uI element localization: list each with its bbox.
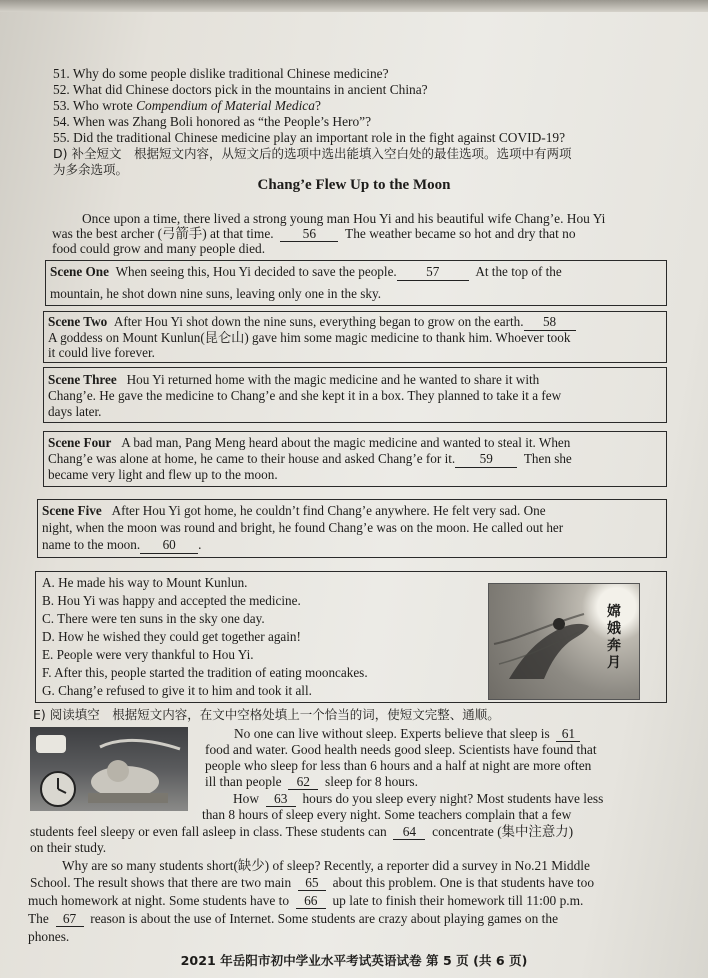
passage-p3-line-4 <box>28 911 558 927</box>
blank-67: 67 <box>56 911 84 927</box>
scene-three-line-1 <box>48 372 662 388</box>
passage-p3-line-5: phones. <box>28 929 70 944</box>
scene-five-text-b: . <box>198 537 202 552</box>
blank-64: 64 <box>393 824 425 840</box>
option-e: E. People were very thankful to Hou Yi. <box>42 647 254 662</box>
sleeping-student-illustration <box>30 727 188 811</box>
blank-63: 63 <box>266 791 296 807</box>
question-53-end: ? <box>314 98 321 113</box>
intro-line-2 <box>52 226 576 242</box>
scene-two-line-2: A goddess on Mount Kunlun(昆仑山) gave him some magic medicine to thank him. Whoever took <box>48 330 571 345</box>
blank-62: 62 <box>288 774 318 790</box>
passage-p1-line-2: food and water. Good health needs good sleep. Scientists have found that <box>205 742 597 757</box>
blank-61: 61 <box>556 726 580 742</box>
intro-line-1: Once upon a time, there lived a strong young man Hou Yi and his beautiful wife Chang’e. Hou Yi <box>82 211 606 226</box>
p1-text-a: No one can live without sleep. Experts believe that sleep is <box>234 726 550 741</box>
scene-two-box <box>43 311 667 363</box>
passage-p1-line-4 <box>205 774 418 790</box>
blank-57: 57 <box>397 264 469 281</box>
caption-char-2: 娥 <box>607 621 621 637</box>
scene-four-box <box>43 431 667 487</box>
scene-three-label: Scene Three <box>48 372 117 387</box>
intro-text-b: The weather became so hot and dry that no <box>345 226 576 241</box>
p3-text-f: reason is about the use of Internet. Some students are crazy about playing games on the <box>90 911 559 926</box>
question-53-text: 53. Who wrote <box>53 98 137 113</box>
scene-five-line-3 <box>42 537 662 554</box>
question-53 <box>53 98 321 113</box>
blank-56: 56 <box>280 226 338 242</box>
scene-four-line-3: became very light and flew up to the moon. <box>48 467 278 482</box>
passage-p3-line-1: Why are so many students short(缺少) of sleep? Recently, a reporter did a survey in No.21 Middle <box>62 858 590 873</box>
passage-p3-line-3 <box>28 893 583 909</box>
section-d-instruction-2: 为多余选项。 <box>53 162 129 177</box>
p3-text-d: up late to finish their homework till 11:00 p.m. <box>332 893 584 908</box>
caption-char-4: 月 <box>607 655 621 671</box>
scene-three-box <box>43 367 667 423</box>
blank-66: 66 <box>296 893 326 909</box>
scene-three-line-2: Chang’e. He gave the medicine to Chang’e and she kept it in a box. They planned to take it a few <box>48 388 562 403</box>
scene-four-text-a: Chang’e was alone at home, he came to their house and asked Chang’e for it. <box>48 451 456 466</box>
scene-two-line-1 <box>48 314 662 331</box>
scene-five-text-a: name to the moon. <box>42 537 141 552</box>
blank-59: 59 <box>455 451 517 468</box>
p1-text-c: sleep for 8 hours. <box>325 774 418 789</box>
scene-five-text: After Hou Yi got home, he couldn’t find Chang’e anywhere. He felt very sad. One <box>111 503 546 518</box>
caption-char-3: 奔 <box>607 638 621 654</box>
scene-one-box <box>45 260 667 306</box>
sleep-cartoon-icon <box>30 727 188 811</box>
book-title: Compendium of Material Medica <box>136 98 315 113</box>
question-55: 55. Did the traditional Chinese medicine play an important role in the fight against COVID-19? <box>53 130 566 145</box>
passage-p1-line-1 <box>234 726 580 742</box>
scene-five-label: Scene Five <box>42 503 102 518</box>
question-52: 52. What did Chinese doctors pick in the mountains in ancient China? <box>53 82 428 97</box>
blank-65: 65 <box>298 875 326 891</box>
question-54: 54. When was Zhang Boli honored as “the People’s Hero”? <box>53 114 372 129</box>
change-moon-illustration <box>488 583 640 700</box>
p2-text-c: students feel sleepy or even fall asleep in class. These students can <box>30 824 387 839</box>
p3-text-e: The <box>28 911 49 926</box>
p2-text-b: hours do you sleep every night? Most students have less <box>302 791 604 806</box>
p1-text-b: ill than people <box>205 774 282 789</box>
passage-p2-line-1 <box>233 791 603 807</box>
story-title: Chang’e Flew Up to the Moon <box>257 177 451 193</box>
scene-one-line-1 <box>50 264 662 281</box>
page-footer: 2021 年岳阳市初中学业水平考试英语试卷 第 5 页 (共 6 页) <box>180 953 528 968</box>
page-top-edge <box>0 0 708 12</box>
p2-text-d: concentrate (集中注意力) <box>432 824 574 839</box>
passage-p2-line-2: than 8 hours of sleep every night. Some teachers complain that a few <box>202 807 572 822</box>
scene-two-line-3: it could live forever. <box>48 345 155 360</box>
moon-caption <box>607 604 625 672</box>
passage-p2-line-3 <box>30 824 573 840</box>
question-51: 51. Why do some people dislike traditional Chinese medicine? <box>53 66 389 81</box>
scene-five-line-1 <box>42 503 662 519</box>
caption-char-1: 嫦 <box>607 604 621 620</box>
p2-text-a: How <box>233 791 260 806</box>
scene-three-line-3: days later. <box>48 404 102 419</box>
scene-two-label: Scene Two <box>48 314 108 329</box>
option-g: G. Chang’e refused to give it to him and took it all. <box>42 683 312 698</box>
scene-four-line-1 <box>48 435 662 451</box>
scene-five-line-2: night, when the moon was round and bright, he found Chang’e was on the moon. He called out her <box>42 520 564 535</box>
section-d-instruction: D) 补全短文 根据短文内容，从短文后的选项中选出能填入空白处的最佳选项。选项中有两项 <box>53 146 572 161</box>
p3-text-b: about this problem. One is that students have too <box>332 875 595 890</box>
scene-one-text-b: At the top of the <box>475 264 562 279</box>
passage-p2-line-4: on their study. <box>30 840 107 855</box>
scene-four-line-2 <box>48 451 662 468</box>
option-a: A. He made his way to Mount Kunlun. <box>42 575 248 590</box>
option-c: C. There were ten suns in the sky one day. <box>42 611 265 626</box>
scene-one-text-a: When seeing this, Hou Yi decided to save the people. <box>115 264 397 279</box>
scene-four-text-b: Then she <box>523 451 572 466</box>
scene-four-text: A bad man, Pang Meng heard about the magic medicine and wanted to steal it. When <box>121 435 571 450</box>
scene-four-label: Scene Four <box>48 435 112 450</box>
scene-two-text-a: After Hou Yi shot down the nine suns, everything began to grow on the earth. <box>113 314 524 329</box>
passage-p1-line-3: people who sleep for less than 6 hours and a half at night are more often <box>205 758 592 773</box>
scene-five-box <box>37 499 667 558</box>
passage-p3-line-2 <box>30 875 594 891</box>
option-b: B. Hou Yi was happy and accepted the medicine. <box>42 593 301 608</box>
scene-one-label: Scene One <box>50 264 109 279</box>
p3-text-a: School. The result shows that there are two main <box>30 875 292 890</box>
blank-60: 60 <box>140 537 198 554</box>
intro-line-3: food could grow and many people died. <box>52 241 266 256</box>
blank-58: 58 <box>524 314 576 331</box>
scene-one-line-2: mountain, he shot down nine suns, leaving only one in the sky. <box>50 286 381 301</box>
scene-three-text: Hou Yi returned home with the magic medicine and he wanted to share it with <box>126 372 540 387</box>
option-d: D. How he wished they could get together again! <box>42 629 301 644</box>
intro-text-a: was the best archer (弓箭手) at that time. <box>52 226 274 241</box>
section-e-instruction: E) 阅读填空 根据短文内容，在文中空格处填上一个恰当的词，使短文完整、通顺。 <box>33 707 500 722</box>
option-f: F. After this, people started the tradition of eating mooncakes. <box>42 665 368 680</box>
p3-text-c: much homework at night. Some students have to <box>28 893 290 908</box>
